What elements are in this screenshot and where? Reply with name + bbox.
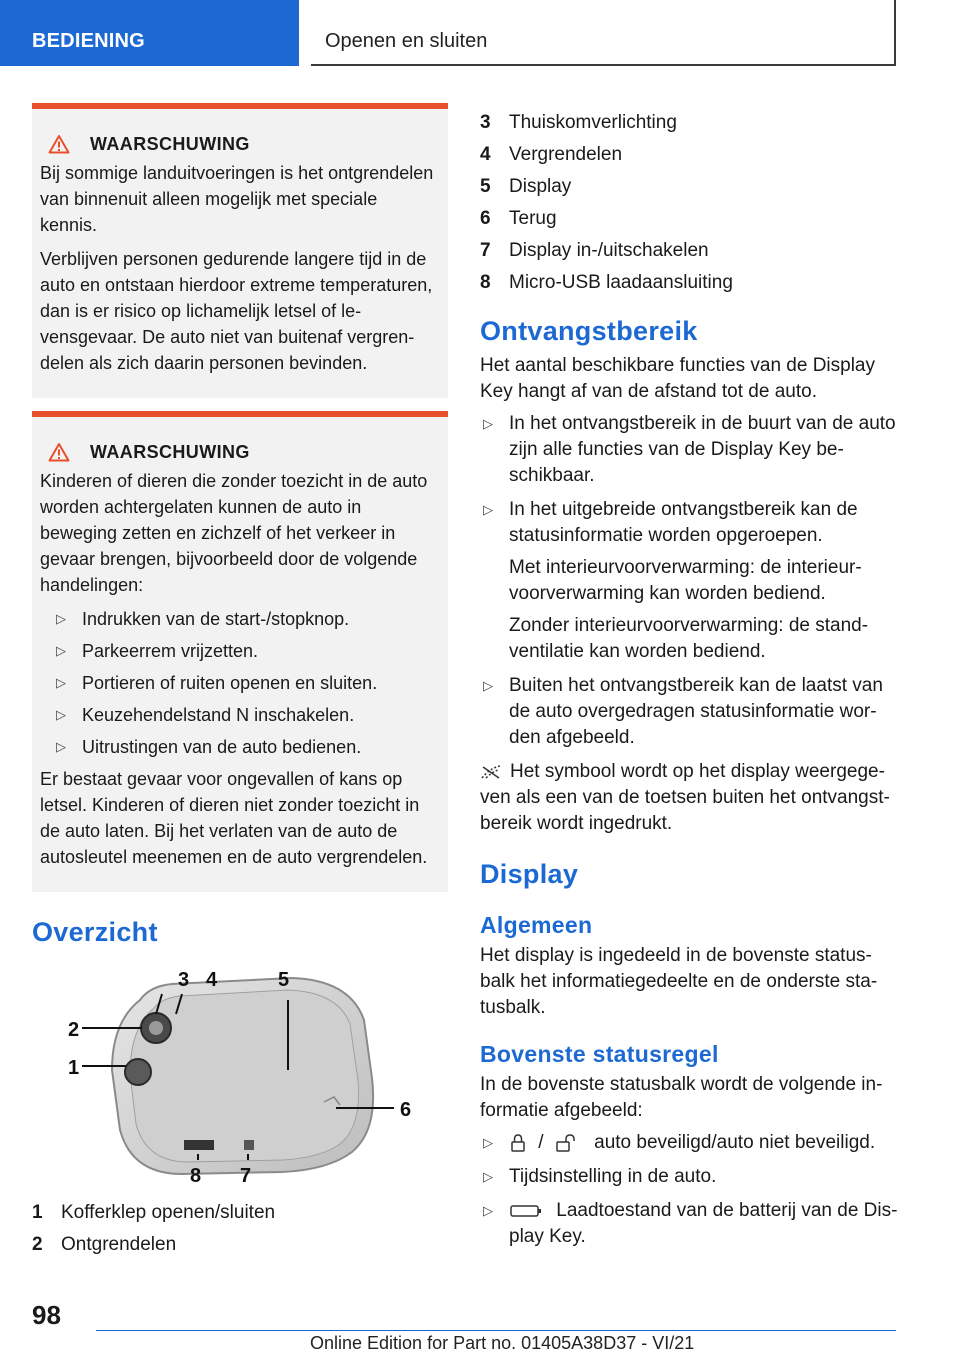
list-item: 2 Ontgrendelen [32, 1234, 177, 1255]
bullet-triangle-icon: ▷ [56, 739, 66, 754]
lock-open-icon [555, 1133, 581, 1153]
list-item: 3 Thuiskomverlichting [480, 112, 677, 133]
section-tab [0, 0, 299, 66]
callout-5: 5 [278, 969, 290, 991]
status-heading: Bovenste statusregel [480, 1041, 719, 1067]
list-item: 7 Display in-/uitschakelen [480, 240, 709, 261]
warning-title: WAARSCHUWING [40, 131, 438, 157]
reception-intro: Het aantal beschikbare functies van de Display Key hangt af van de afstand tot de auto. [480, 355, 876, 402]
warning-title: WAARSCHUWING [40, 439, 438, 465]
bullet-triangle-icon: ▷ [56, 675, 66, 690]
list-item: ▷ Laadtoestand van de batterij van de Display Key. [480, 1198, 900, 1250]
bullet-triangle-icon: ▷ [483, 416, 493, 431]
list-item: ▷ Uitrustingen van de auto bedienen. [40, 734, 438, 760]
chapter-header [311, 0, 896, 66]
overview-heading: Overzicht [32, 917, 158, 947]
callout-2: 2 [68, 1019, 80, 1041]
warning-box-1 [32, 103, 448, 398]
callout-6: 6 [400, 1099, 412, 1121]
section-title: BEDIENING [32, 30, 145, 52]
warning-text: Er bestaat gevaar voor ongevallen of kans op letsel. Kinderen of dieren niet zonder toezicht in de auto laten. Bij het verlaten van de auto de autosleutel meenemen en de auto vergrendelen. [40, 769, 428, 867]
warning-triangle-icon [48, 442, 70, 462]
list-item: 6 Terug [480, 208, 557, 229]
left-column [32, 103, 448, 1264]
status-list [480, 1130, 900, 1250]
list-item: ▷ Parkeerrem vrijzetten. [40, 638, 438, 664]
overview-list-left [32, 1200, 448, 1258]
list-item: ▷ In het uitgebreide ontvangstbereik kan de statusinformatie worden opgeroepen. Met interieurvoorverwarming: de interieurvoorverwarming kan worden bediend. Zonder interieurvoorverwarming: de standventilatie kan worden bediend. [480, 497, 900, 665]
general-heading: Algemeen [480, 912, 593, 938]
bullet-triangle-icon: ▷ [56, 611, 66, 626]
footer-edition: Online Edition for Part no. 01405A38D37 - VI/21 [310, 1333, 695, 1353]
callout-8: 8 [190, 1165, 202, 1187]
page-number: 98 [32, 1300, 61, 1330]
reception-note: Het symbool wordt op het display weergegeven als een van de toetsen buiten het ontvangstbereik wordt ingedrukt. [480, 761, 890, 834]
list-item: ▷ Tijdsinstelling in de auto. [480, 1164, 900, 1190]
display-key-illustration [32, 960, 452, 1192]
general-text: Het display is ingedeeld in de bovenste statusbalk het informatiegedeelte en de onderste statusbalk. [480, 945, 878, 1018]
bullet-triangle-icon: ▷ [56, 707, 66, 722]
right-column [480, 110, 900, 1258]
bullet-triangle-icon: ▷ [483, 678, 493, 693]
footer-divider [96, 1330, 896, 1331]
bullet-triangle-icon: ▷ [483, 1203, 493, 1218]
warning-triangle-icon [48, 134, 70, 154]
callout-7: 7 [240, 1165, 252, 1187]
warning-text: Verblijven personen gedurende langere tijd in de auto en ontstaan hierdoor extreme temperaturen, dan is er risico op lichamelijk letsel of levensgevaar. De auto niet van buitenaf vergrendelen als zich daarin personen bevinden. [40, 249, 433, 373]
callout-4: 4 [206, 969, 218, 991]
callout-3: 3 [178, 969, 190, 991]
list-item: ▷ Buiten het ontvangstbereik kan de laatst van de auto overgedragen statusinformatie worden afgebeeld. [480, 673, 900, 751]
overview-list-right [480, 110, 900, 296]
list-item: ▷ / auto beveiligd/auto niet beveiligd. [480, 1130, 900, 1156]
bullet-triangle-icon: ▷ [483, 502, 493, 517]
display-heading: Display [480, 859, 579, 889]
warning-text: Kinderen of dieren die zonder toezicht in de auto worden achtergelaten kunnen de auto in beweging zetten en zichzelf of het verkeer in gevaar brengen, bijvoorbeeld door de volgende handelingen: [40, 471, 428, 595]
out-of-range-icon [480, 764, 502, 780]
list-item: ▷ In het ontvangstbereik in de buurt van de auto zijn alle functies van de Display Key beschikbaar. [480, 411, 900, 489]
list-item: 5 Display [480, 176, 572, 197]
list-item: ▷ Indrukken van de start-/stopknop. [40, 606, 438, 632]
lock-closed-icon [509, 1133, 527, 1153]
list-item: 4 Vergrendelen [480, 144, 623, 165]
warning-text: Bij sommige landuitvoeringen is het ontgrendelen van binnenuit alleen mogelijk met speciale kennis. [40, 163, 434, 235]
bullet-triangle-icon: ▷ [483, 1169, 493, 1184]
reception-list [480, 411, 900, 751]
callout-1: 1 [68, 1057, 80, 1079]
bullet-triangle-icon: ▷ [483, 1135, 493, 1150]
status-intro: In de bovenste statusbalk wordt de volgende informatie afgebeeld: [480, 1074, 883, 1121]
chapter-title: Openen en sluiten [325, 30, 488, 52]
bullet-triangle-icon: ▷ [56, 643, 66, 658]
list-item: 1 Kofferklep openen/sluiten [32, 1202, 276, 1223]
list-item: ▷ Portieren of ruiten openen en sluiten. [40, 670, 438, 696]
battery-icon [509, 1203, 543, 1219]
list-item: 8 Micro-USB laadaansluiting [480, 272, 733, 293]
warning-box-2 [32, 411, 448, 892]
warning-list [40, 606, 438, 760]
list-item: ▷ Keuzehendelstand N inschakelen. [40, 702, 438, 728]
reception-heading: Ontvangstbereik [480, 316, 698, 346]
